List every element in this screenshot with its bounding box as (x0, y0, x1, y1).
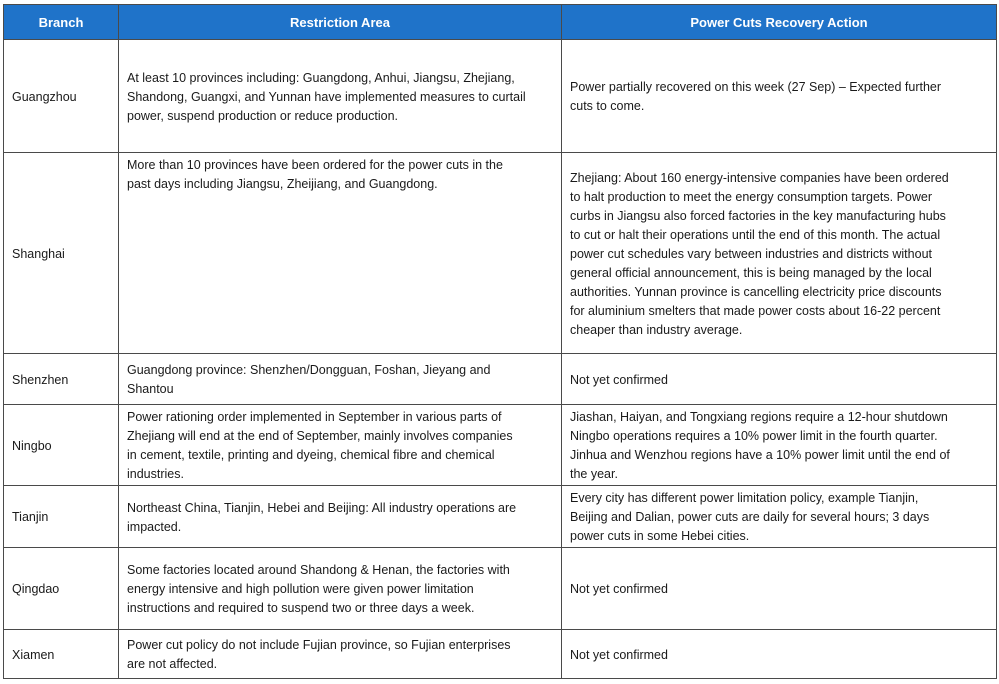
branch-cell: Xiamen (4, 630, 119, 679)
recovery-cell: Not yet confirmed (562, 630, 997, 679)
table-header-row (4, 5, 997, 40)
header-branch: Branch (4, 5, 119, 40)
branch-cell: Guangzhou (4, 40, 119, 153)
table-row (4, 486, 997, 548)
restriction-cell: Power cut policy do not include Fujian province, so Fujian enterprises are not affected. (119, 630, 562, 679)
restriction-cell: Power rationing order implemented in September in various parts of Zhejiang will end at the end of September, mainly involves companies in cement, textile, printing and dyeing, chemical fibre and chemical industries. (119, 405, 562, 486)
recovery-cell: Jiashan, Haiyan, and Tongxiang regions require a 12-hour shutdown Ningbo operations requires a 10% power limit in the fourth quarter. Jinhua and Wenzhou regions have a 10% power limit until the end of the year. (562, 405, 997, 486)
recovery-cell: Not yet confirmed (562, 354, 997, 405)
header-power-cuts-recovery-action: Power Cuts Recovery Action (562, 5, 997, 40)
table-row (4, 40, 997, 153)
recovery-cell: Every city has different power limitation policy, example Tianjin, Beijing and Dalian, power cuts are daily for several hours; 3 days power cuts in some Hebei cities. (562, 486, 997, 548)
recovery-cell: Power partially recovered on this week (27 Sep) – Expected further cuts to come. (562, 40, 997, 153)
restriction-cell: At least 10 provinces including: Guangdong, Anhui, Jiangsu, Zhejiang, Shandong, Guangxi, and Yunnan have implemented measures to curtail power, suspend production or reduce production. (119, 40, 562, 153)
table-row (4, 630, 997, 679)
branch-cell: Shenzhen (4, 354, 119, 405)
recovery-cell: Zhejiang: About 160 energy-intensive companies have been ordered to halt production to meet the energy consumption targets. Power curbs in Jiangsu also forced factories in the key manufacturing hubs to cut or halt their operations until the end of this month. The actual power cut schedules vary between industries and districts without general official announcement, this is being managed by the local authorities. Yunnan province is cancelling electricity price discounts for aluminium smelters that made power costs about 16-22 percent cheaper than industry average. (562, 153, 997, 354)
branch-cell: Qingdao (4, 548, 119, 630)
table-row (4, 153, 997, 354)
recovery-cell: Not yet confirmed (562, 548, 997, 630)
table-row (4, 405, 997, 486)
branch-cell: Tianjin (4, 486, 119, 548)
table-row (4, 354, 997, 405)
power-cuts-table (3, 4, 997, 679)
restriction-cell: Northeast China, Tianjin, Hebei and Beijing: All industry operations are impacted. (119, 486, 562, 548)
restriction-cell: More than 10 provinces have been ordered for the power cuts in the past days including Jiangsu, Zheijiang, and Guangdong. (119, 153, 562, 354)
branch-cell: Ningbo (4, 405, 119, 486)
branch-cell: Shanghai (4, 153, 119, 354)
restriction-cell: Some factories located around Shandong & Henan, the factories with energy intensive and high pollution were given power limitation instructions and required to suspend two or three days a week. (119, 548, 562, 630)
table-row (4, 548, 997, 630)
power-cuts-table-container (3, 4, 997, 679)
header-restriction-area: Restriction Area (119, 5, 562, 40)
restriction-cell: Guangdong province: Shenzhen/Dongguan, Foshan, Jieyang and Shantou (119, 354, 562, 405)
